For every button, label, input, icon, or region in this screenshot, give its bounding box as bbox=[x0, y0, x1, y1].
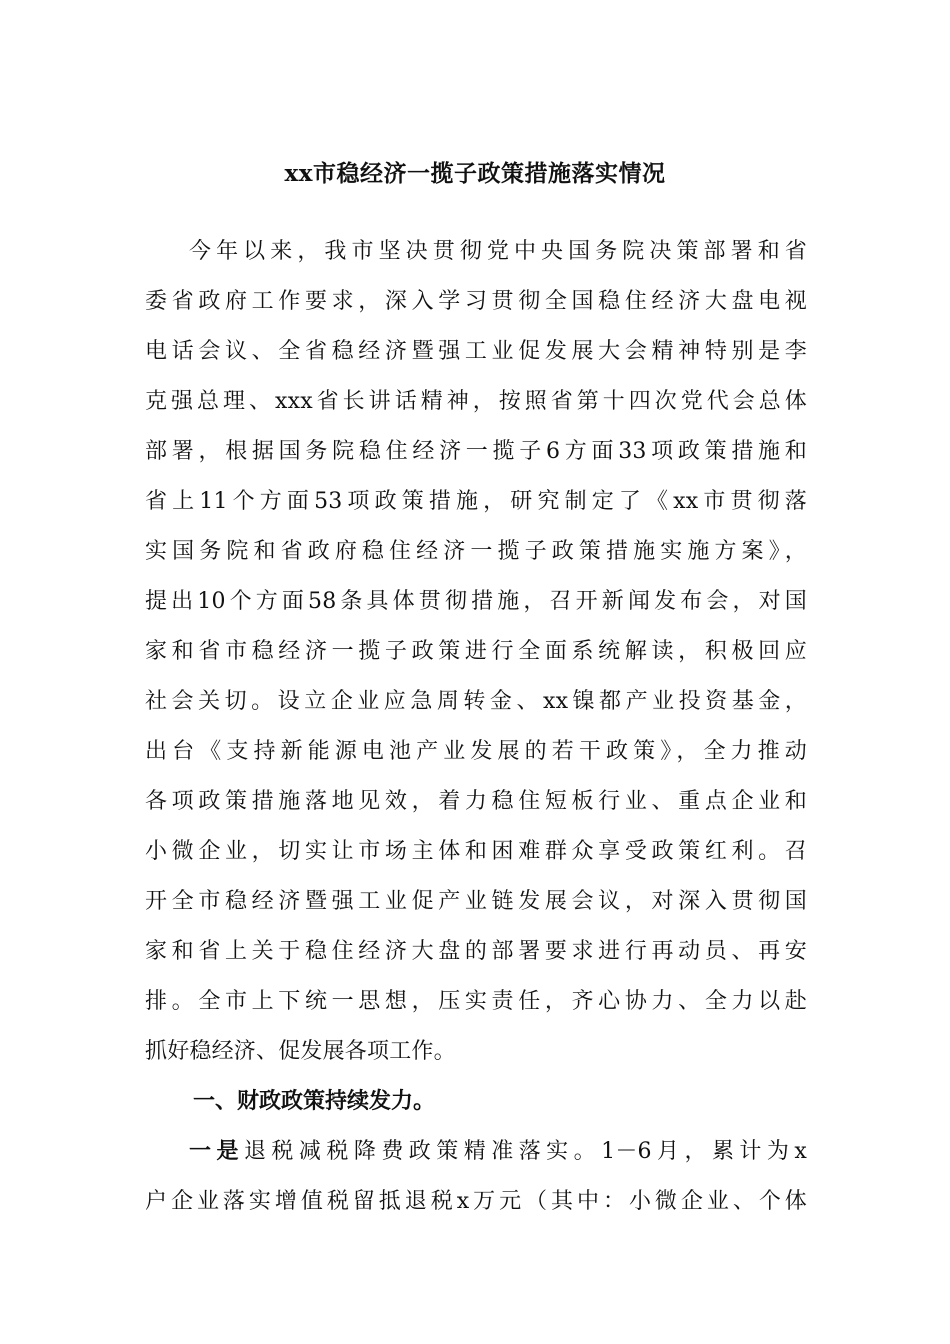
paragraph-line: 提出10个方面58条具体贯彻措施，召开新闻发布会，对国 bbox=[145, 589, 807, 614]
paragraph-line: 实国务院和省政府稳住经济一揽子政策措施实施方案》， bbox=[145, 539, 807, 564]
paragraph-line: 各项政策措施落地见效，着力稳住短板行业、重点企业和 bbox=[145, 789, 807, 814]
section-heading: 一、财政政策持续发力。 bbox=[193, 1089, 436, 1114]
paragraph-line: 委省政府工作要求，深入学习贯彻全国稳住经济大盘电视 bbox=[145, 289, 807, 314]
paragraph-line: 部署，根据国务院稳住经济一揽子6方面33项政策措施和 bbox=[145, 439, 807, 464]
section-financial-policy bbox=[145, 1077, 807, 1227]
paragraph-line: 家和省市稳经济一揽子政策进行全面系统解读，积极回应 bbox=[145, 639, 807, 664]
item-text: 退税减税降费政策精准落实。1－6月，累计为x bbox=[243, 1139, 807, 1164]
paragraph-line: 抓好稳经济、促发展各项工作。 bbox=[145, 1039, 456, 1064]
paragraph-line: 出台《支持新能源电池产业发展的若干政策》，全力推动 bbox=[145, 739, 807, 764]
paragraph-line: 小微企业，切实让市场主体和困难群众享受政策红利。召 bbox=[145, 839, 807, 864]
paragraph-line: 排。全市上下统一思想，压实责任，齐心协力、全力以赴 bbox=[145, 989, 807, 1014]
paragraph-line: 社会关切。设立企业应急周转金、xx镍都产业投资基金， bbox=[145, 689, 807, 714]
paragraph-line: 电话会议、全省稳经济暨强工业促发展大会精神特别是李 bbox=[145, 339, 807, 364]
paragraph-line: 省上11个方面53项政策措施，研究制定了《xx市贯彻落 bbox=[145, 489, 807, 514]
document-title: xx市稳经济一揽子政策措施落实情况 bbox=[284, 160, 666, 187]
paragraph-line: 家和省上关于稳住经济大盘的部署要求进行再动员、再安 bbox=[145, 939, 807, 964]
item-first-line bbox=[145, 1127, 807, 1177]
paragraph-line: 户企业落实增值税留抵退税x万元（其中：小微企业、个体 bbox=[145, 1189, 807, 1214]
item-lead-label: 一是 bbox=[189, 1139, 244, 1164]
paragraph-line: 克强总理、xxx省长讲话精神，按照省第十四次党代会总体 bbox=[145, 389, 807, 414]
paragraph-line: 开全市稳经济暨强工业促产业链发展会议，对深入贯彻国 bbox=[145, 889, 807, 914]
paragraph-line: 今年以来，我市坚决贯彻党中央国务院决策部署和省 bbox=[189, 239, 807, 264]
paragraph-intro bbox=[145, 227, 807, 1077]
